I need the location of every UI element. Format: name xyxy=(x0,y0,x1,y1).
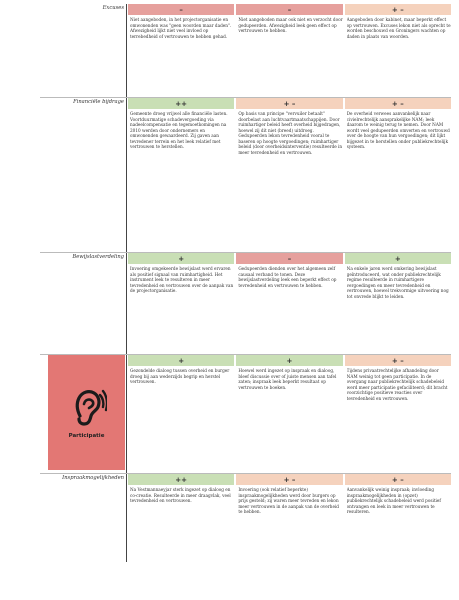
cell-text: Invoering (ook relatief beperkte) inspraakmogelijkheden werd door burgers op prijs gesteld; zij waren meer tevreden en lekon meer vertrouwen in de aanpak van de overheid te hebben. xyxy=(238,487,339,514)
rating-cell: + xyxy=(236,355,342,366)
rating-row xyxy=(128,4,451,15)
cell-text: Invoering omgekeerde bewijslast werd ervaren als positief signaal van ruimhartigheid. Het instrument leek te resulteren in meer tevredenheid en vertrouwen over de aanpak van de projectorganisatie. xyxy=(130,266,234,293)
rating-cell: ++ xyxy=(128,98,234,109)
rating-cell: + xyxy=(128,253,234,264)
text-row xyxy=(130,17,451,95)
rating-cell: + – xyxy=(236,474,342,485)
rating-row xyxy=(128,355,451,366)
rating-cell: – xyxy=(236,253,342,264)
section-label: Inspraakmogelijkheden xyxy=(62,475,124,481)
ear-icon xyxy=(67,386,107,430)
cell-text: Aangeboden door kabinet, maar beperkt effect op vertrouwen. Excuses lekon niet als oprecht te worden beschouwd en Groningers wachten op daden in plaats van woorden. xyxy=(346,17,451,39)
participatie-highlight-box xyxy=(48,355,125,470)
rating-cell: ++ xyxy=(128,474,234,485)
rating-cell: + xyxy=(345,253,451,264)
section-label: Financiële bijdrage xyxy=(73,99,124,105)
section-inspraakmogelijkheden xyxy=(0,474,459,564)
cell-text: De overheid verwees aanvankelijk naar civielrechtelijk aansprakelijke NAM; leek daarom te weinig terug te nemen. Door NAM wordt veel gedupeerden omverten en vertrouwd over de hoogte van hun vergoedingen; dit lijkt bijgezet in te herstellen onder publiekrechtelijk systeem. xyxy=(346,111,450,149)
text-row xyxy=(130,487,451,563)
cell-text: Niet aangeboden maar ook niet en verzocht door gedupeerden. Afwezigheid leek geen effect op vertrouwen te hebben. xyxy=(238,17,343,33)
section-label: Participatie xyxy=(68,433,105,439)
rating-row xyxy=(128,98,451,109)
cell-text: Gemeente droeg vrijwel alle financiële lasten. Voortduurmatige schadevergoeding via nadeelcompensatie en tegemoetkomingen na 2010 werden door ondernemers en omwonenden gewaardeerd. Zij gaven aan tevredener terrein en het leek relatief met vertrouwen te herstellen. xyxy=(130,111,228,149)
rating-cell: + – xyxy=(236,98,342,109)
rating-cell: + – xyxy=(345,98,451,109)
cell-text: Hoewel werd ingezet op inspraak en dialoog, bleef discussie over of juiste mensen aan tafel zaten; inspraak leek beperkt resultaat op vertrouwen te boeken. xyxy=(238,368,337,390)
section-excuses xyxy=(0,4,459,96)
section-label: Bewijslastverdeling xyxy=(72,254,124,260)
cell-text: Na enkele jaren werd omkering bewijslast geïntroduceerd, wat onder publiekrechtelijk regime resulteerde in ruimhartigere vergoedingen en meer tevredenheid en vertrouwen, hoewel trekvormige uitvoering nog tot onvrede blijkt te leiden. xyxy=(346,266,449,299)
section-financiele-bijdrage xyxy=(0,98,459,251)
cell-text: Op basis van principe "vervuiler betaalt" doorbelast aan luchtvaartmaatschappijen. Door ruimhartiger beleid heeft overheid bijgedragen, hoewel zij dit niet (breed) uitdroeg. Gedupeerden lekon tevredenheid vooral te baseren op hoogte vergoedingen; ruimhartiger beleid (door overheidsinterventie) resulteerde in meer tevredenheid en vertrouwen. xyxy=(238,111,343,155)
rating-row xyxy=(128,253,451,264)
cell-text: Tijdens privaatrechtelijke afhandeling door NAM weinig tot geen participatie. In de overgang naar publiekrechtelijk schadebeleid werd meer participatie gefaciliteerd; dit bracht voorzichtige positieve reacties over tevredenheid en vertrouwen. xyxy=(346,368,448,401)
text-row xyxy=(130,266,451,352)
text-row xyxy=(130,368,451,471)
rating-cell: + – xyxy=(345,474,451,485)
section-participatie xyxy=(0,355,459,472)
rating-cell: + – xyxy=(345,355,451,366)
cell-text: Gedupeerden dienden over het algemeen zelf causaal verband te tonen. Deze bewijslastverdeling leek een beperkt effect op tevredenheid en vertrouwen te hebben. xyxy=(238,266,337,288)
text-row xyxy=(130,111,451,249)
cell-text: Niet aangeboden, in het projectorganisatie en omwonenden was "geen woorden maar daden". Afwezigheid lijkt niet veel invloed op terrebedheid of vertrouwen te hebben gehad. xyxy=(130,17,232,39)
cell-text: Gezondelde dialoog tussen overheid en burger droeg bij aan wederzijds begrip en herstel vertrouwen. xyxy=(130,368,230,384)
rating-row xyxy=(128,474,451,485)
rating-cell: – xyxy=(128,4,234,15)
rating-cell: + – xyxy=(345,4,451,15)
rating-cell: – xyxy=(236,4,342,15)
rating-cell: + xyxy=(128,355,234,366)
cell-text: Aanvankelijk weinig inspraak; invloeding inspraakmogelijkheden in (opzet) publiekrechtelijk schadebeleid werd positief ontvangen en leek in meer vertrouwen te resulteren. xyxy=(346,487,441,514)
section-label: Excuses xyxy=(102,5,124,11)
section-bewijslastverdeling xyxy=(0,253,459,353)
cell-text: Na Vestmannaeyjar sterk ingezet op dialoog en co-creatie. Resulteerde in meer draagvlak, veel tevredenheid en vertrouwen. xyxy=(130,487,231,503)
